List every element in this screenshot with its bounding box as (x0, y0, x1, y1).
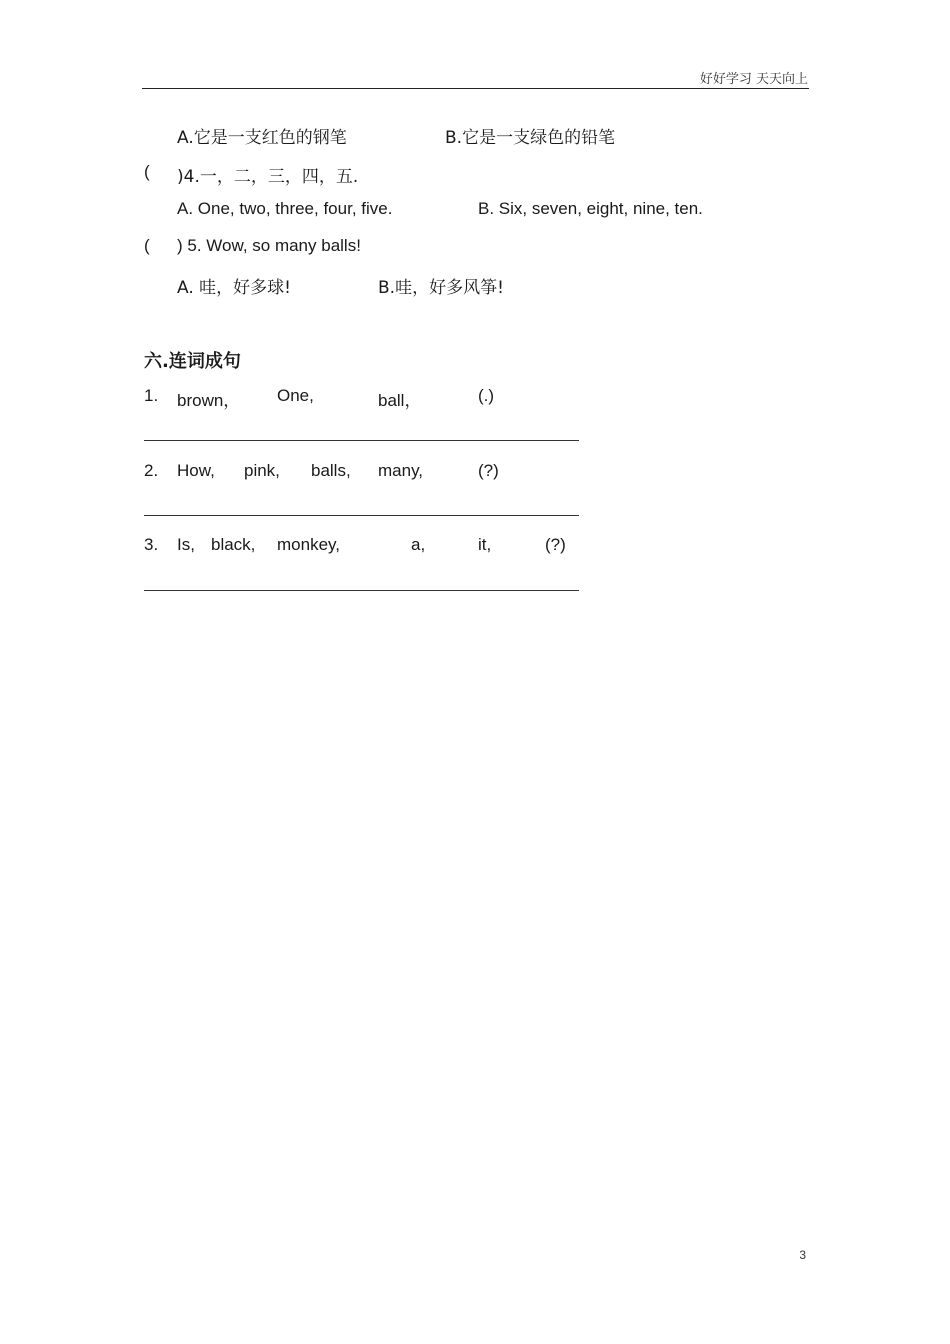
word: ball， (378, 391, 422, 410)
word: balls, (311, 461, 351, 480)
word: (?) (545, 535, 566, 554)
question-number: 1. (144, 386, 159, 405)
question-number: 2. (144, 461, 159, 480)
option-b: B.它是一支绿色的铅笔 (445, 128, 616, 148)
answer-paren[interactable]: ( (144, 236, 150, 255)
option-b: B.哇，好多风筝! (378, 278, 504, 298)
word: black, (211, 535, 256, 554)
answer-line[interactable] (144, 515, 579, 516)
question-number: 3. (144, 535, 159, 554)
question-text: ) 5. Wow, so many balls! (177, 236, 361, 255)
option-a: A. 哇，好多球! (177, 278, 291, 298)
section-title: 六.连词成句 (144, 351, 241, 372)
header-rule (142, 88, 809, 89)
word: (?) (478, 461, 499, 480)
page-number: 3 (799, 1248, 806, 1262)
answer-line[interactable] (144, 440, 579, 441)
word: a, (411, 535, 426, 554)
answer-line[interactable] (144, 590, 579, 591)
question-text: )4.一，二，三，四，五. (177, 167, 359, 187)
word: Is, (177, 535, 195, 554)
word: One, (277, 386, 314, 405)
option-b: B. Six, seven, eight, nine, ten. (478, 199, 703, 218)
option-a: A. One, two, three, four, five. (177, 199, 393, 218)
header-text: 好好学习 天天向上 (699, 72, 808, 87)
word: (.) (478, 386, 495, 405)
answer-paren[interactable]: ( (144, 162, 150, 181)
word: How, (177, 461, 215, 480)
word: it, (478, 535, 492, 554)
word: pink, (244, 461, 280, 480)
word: brown， (177, 391, 241, 410)
word: monkey, (277, 535, 340, 554)
option-a: A.它是一支红色的钢笔 (177, 128, 347, 148)
word: many, (378, 461, 424, 480)
